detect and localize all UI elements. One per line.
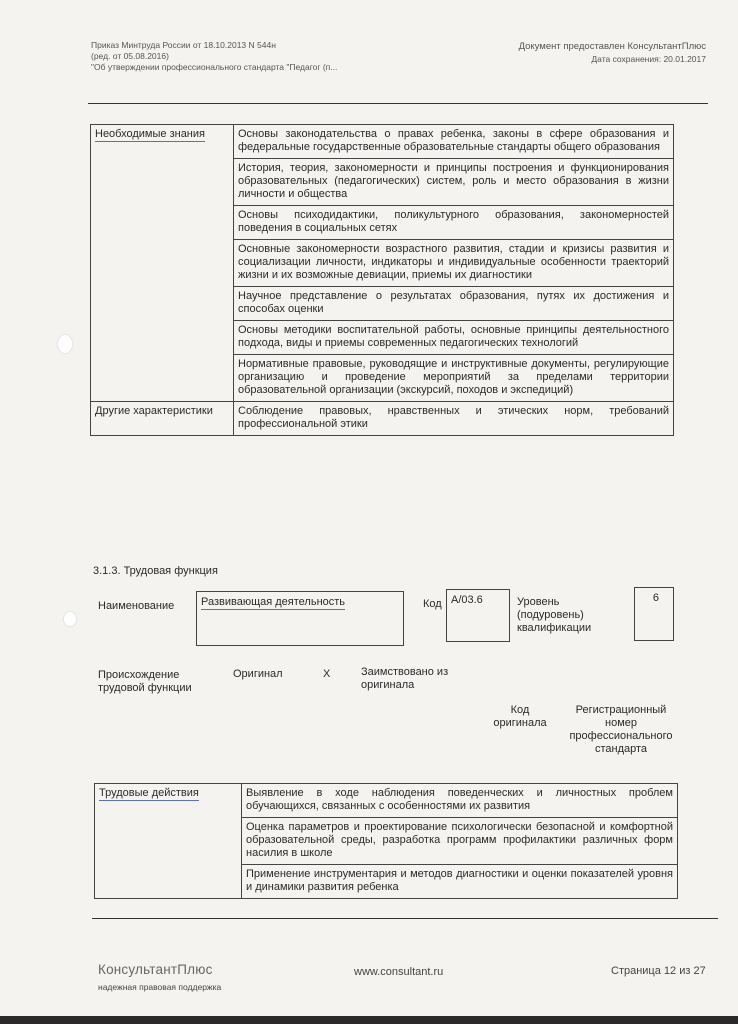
level-value-box	[634, 587, 674, 641]
punch-hole	[64, 612, 76, 626]
header-left	[91, 40, 391, 73]
code-label: Код	[423, 598, 442, 610]
other-value: Соблюдение правовых, нравственных и этических норм, требований профессиональной этики	[234, 402, 674, 436]
punch-hole	[58, 335, 72, 353]
header-save-date: Дата сохранения: 20.01.2017	[591, 54, 706, 64]
knowledge-item: Основы методики воспитательной работы, основные принципы деятельностного подхода, виды и приемы современных педагогических технологий	[234, 321, 674, 355]
x-mark: X	[323, 668, 331, 680]
knowledge-label: Необходимые знания	[95, 128, 205, 140]
footer-rule	[92, 918, 718, 919]
footer-brand-logo: КонсультантПлюс	[98, 962, 213, 977]
original-label: Оригинал	[233, 668, 283, 680]
code-original-label: Код оригинала	[493, 704, 547, 729]
other-label: Другие характеристики	[91, 402, 234, 436]
name-label: Наименование	[98, 600, 175, 612]
footer-tagline: надежная правовая поддержка	[98, 982, 222, 992]
action-item: Оценка параметров и проектирование психологически безопасной и комфортной образовательной среды, разработка программ профилактики различных форм насилия в школе	[242, 818, 678, 865]
header-title: "Об утверждении профессионального стандарта "Педагог (п...	[91, 62, 338, 72]
code-value-box	[446, 589, 510, 642]
knowledge-item: Основы законодательства о правах ребенка, законы в сфере образования и федеральные государственные образовательные стандарты общего образования	[234, 125, 674, 159]
action-item: Выявление в ходе наблюдения поведенческих и личностных проблем обучающихся, связанных с особенностями их развития	[242, 784, 678, 818]
reg-number-label: Регистрационный номер профессионального стандарта	[569, 704, 673, 755]
actions-label: Трудовые действия	[99, 787, 199, 799]
actions-label-cell	[95, 784, 242, 899]
action-item: Применение инструментария и методов диагностики и оценки показателей уровня и динамики развития ребенка	[242, 865, 678, 899]
knowledge-item: Нормативные правовые, руководящие и инструктивные документы, регулирующие организацию и проведение мероприятий за пределами территории образовательной организации (экскурсий, походов и экспедиций)	[234, 355, 674, 402]
name-value: Развивающая деятельность	[201, 596, 346, 608]
header-rule	[88, 103, 708, 104]
page-number: Страница 12 из 27	[611, 965, 706, 977]
header-right	[519, 41, 706, 65]
footer-url: www.consultant.ru	[354, 966, 444, 978]
knowledge-item: Основные закономерности возрастного развития, стадии и кризисы развития и социализации личности, индикаторы и индивидуальные особенности траекторий жизни и их возможные девиации, приемы их диагностики	[234, 240, 674, 287]
header-order: Приказ Минтруда России от 18.10.2013 N 544н	[91, 40, 276, 50]
knowledge-item: Основы психодидактики, поликультурного образования, закономерностей поведения в социальных сетях	[234, 206, 674, 240]
origin-label: Происхождение трудовой функции	[98, 669, 192, 694]
section-title: 3.1.3. Трудовая функция	[93, 565, 218, 577]
knowledge-item: Научное представление о результатах образования, путях их достижения и способах оценки	[234, 287, 674, 321]
knowledge-table	[90, 124, 674, 436]
level-value: 6	[652, 592, 659, 604]
level-label: Уровень (подуровень) квалификации	[517, 596, 592, 634]
borrowed-label: Заимствовано из оригинала	[361, 666, 449, 691]
scan-edge	[0, 1016, 738, 1024]
header-provider: Документ предоставлен КонсультантПлюс	[518, 41, 706, 52]
header-edition: (ред. от 05.08.2016)	[91, 51, 169, 61]
knowledge-item: История, теория, закономерности и принципы построения и функционирования образовательных (педагогических) систем, роль и место образования в жизни личности и общества	[234, 159, 674, 206]
name-value-box	[196, 591, 404, 646]
knowledge-label-cell	[91, 125, 234, 402]
code-value: A/03.6	[451, 594, 483, 606]
actions-table	[94, 783, 678, 899]
